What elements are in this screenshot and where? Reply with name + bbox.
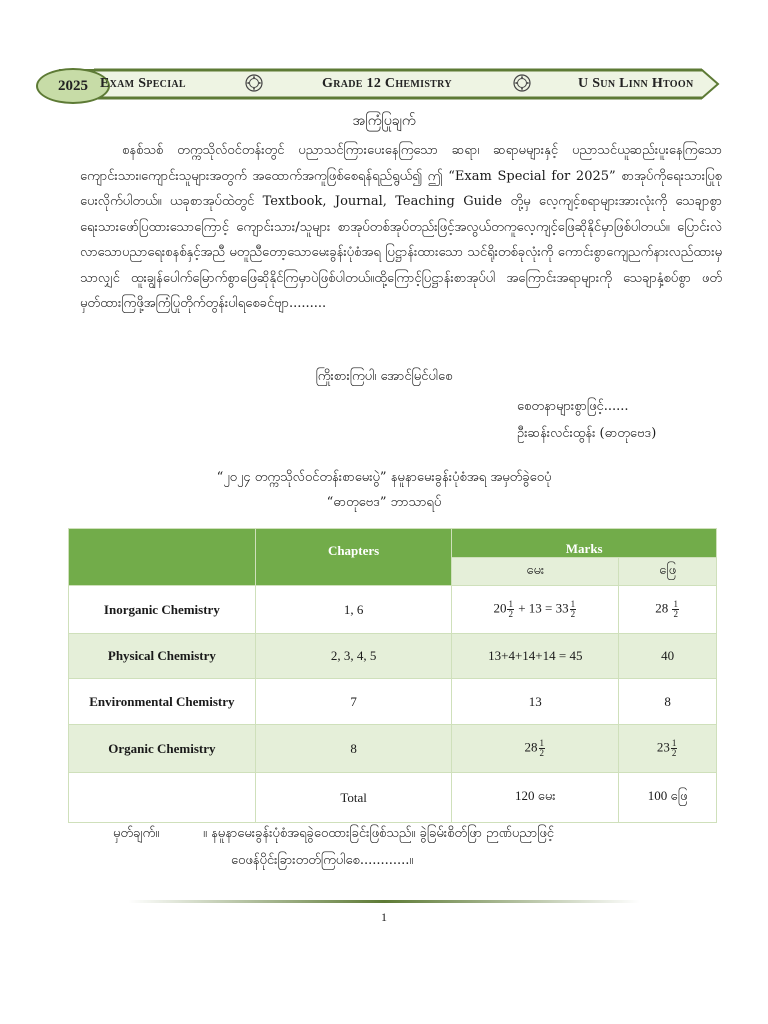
preface-body [80, 138, 722, 317]
page-number: 1 [381, 910, 387, 924]
signoff-line: စေတနာများစွာဖြင့်...... [517, 399, 629, 414]
year-badge: 2025 [36, 68, 110, 104]
footer-divider [128, 900, 640, 903]
header-question: မေး [452, 558, 619, 586]
table-subtitle: “ဓာတုဗေဒ” ဘာသာရပ် [326, 495, 442, 510]
note-block [113, 820, 733, 874]
subject-cell: Physical Chemistry [69, 634, 256, 679]
subject-cell: Organic Chemistry [69, 725, 256, 773]
total-question: 120 မေး [452, 773, 619, 823]
chapters-cell: 2, 3, 4, 5 [255, 634, 452, 679]
total-empty-cell [69, 773, 256, 823]
header-marks: Marks [452, 529, 717, 558]
header-exam-special: Exam Special [100, 76, 186, 91]
author-signature: ဦးဆန်းလင်းထွန်း (ဓာတုဗေဒ) [517, 426, 657, 441]
page-header-banner [30, 62, 720, 106]
question-marks-cell: 20 $\frac{1}{2}$ + 13 = 33 $\frac{1}{2}$ [452, 586, 619, 634]
subject-cell: Inorganic Chemistry [69, 586, 256, 634]
total-label: Total [255, 773, 452, 823]
table-row [69, 725, 717, 773]
answer-marks-cell: 28 $\frac{1}{2}$ [619, 586, 717, 634]
header-answer: ဖြေ [619, 558, 717, 586]
preface-wish: ကြိုးစားကြပါ၊ အောင်မြင်ပါစေ [315, 369, 453, 384]
note-label: မှတ်ချက်။ [113, 826, 160, 841]
table-row [69, 634, 717, 679]
chapters-cell: 7 [255, 679, 452, 725]
header-subject-cell [69, 529, 256, 586]
subject-cell: Environmental Chemistry [69, 679, 256, 725]
table-row [69, 586, 717, 634]
answer-marks-cell: 40 [619, 634, 717, 679]
table-row [69, 679, 717, 725]
preface-title: အကြံပြုချက် [352, 113, 416, 129]
marks-distribution-table [68, 528, 717, 823]
header-grade-label: Grade 12 Chemistry [322, 76, 452, 91]
note-line-2: ဝေဖန်ပိုင်းခြားတတ်ကြပါစေ............။ [231, 853, 414, 868]
header-author: U Sun Linn Htoon [578, 76, 694, 91]
question-marks-cell: 13 [452, 679, 619, 725]
note-line-1: ။ နမူနာမေးခွန်းပုံစံအရခွဲဝေထားခြင်းဖြစ်သည်။ ခွဲခြမ်းစိတ်ဖြာ ဉာဏ်ပညာဖြင့် [203, 826, 554, 841]
emblem-seal-icon [244, 72, 264, 94]
question-marks-cell: 13+4+14+14 = 45 [452, 634, 619, 679]
answer-marks-cell: 23 $\frac{1}{2}$ [619, 725, 717, 773]
question-marks-cell: 28 $\frac{1}{2}$ [452, 725, 619, 773]
total-answer: 100 ဖြေ [619, 773, 717, 823]
emblem-seal-icon [512, 72, 532, 94]
chapters-cell: 1, 6 [255, 586, 452, 634]
table-total-row [69, 773, 717, 823]
preface-paragraph: စနစ်သစ် တက္ကသိုလ်ဝင်တန်းတွင် ပညာသင်ကြားပေးနေကြသော ဆရာ၊ ဆရာမများနှင့် ပညာသင်ယူဆည်းပူးနေကြသော ကျောင်းသား၊ကျောင်းသူများအတွက် အထောက်အကူဖြစ်စေရန်ရည်ရွယ်၍ ဤ “Exam Special for 2025” စာအုပ်ကိုရေးသားပြုစုပေးလိုက်ပါတယ်။ ယခုစာအုပ်ထဲတွင် Textbook, Journal, Teaching Guide တို့မှ လေ့ကျင့်စရာများအားလုံးကို သေချာစွာရေးသားဖော်ပြထားသောကြောင့် ကျောင်းသား/သူများ စာအုပ်တစ်အုပ်တည်းဖြင့်အလွယ်တကူလေ့ကျင့်ဖြေဆိုနိုင်မှာဖြစ်ပါတယ်။ ပြောင်းလဲလာသောပညာရေးစနစ်နှင့်အညီ မတူညီတော့သောမေးခွန်းပုံစံအရ ပြဋ္ဌာန်းထားသော သင်ရိုးတစ်ခုလုံးကို ကောင်းစွာကျေညက်နားလည်ထားမှသာလျှင် ထူးချွန်ပေါက်မြောက်စွာဖြေဆိုနိုင်ကြမှာပဲဖြစ်ပါတယ်။ထို့ကြောင့်ပြဋ္ဌာန်းစာအုပ်ပါ အကြောင်းအရာများကို သေချာနှံ့စပ်စွာ ဖတ်မှတ်ထားကြဖို့အကြံပြုတိုက်တွန်းပါရစေခင်ဗျာ......... [80, 143, 722, 311]
answer-marks-cell: 8 [619, 679, 717, 725]
header-chapters: Chapters [255, 529, 452, 586]
table-title: “၂၀၂၄ တက္ကသိုလ်ဝင်တန်းစာမေးပွဲ” နမူနာမေးခွန်းပုံစံအရ အမှတ်ခွဲဝေပုံ [216, 470, 552, 485]
chapters-cell: 8 [255, 725, 452, 773]
